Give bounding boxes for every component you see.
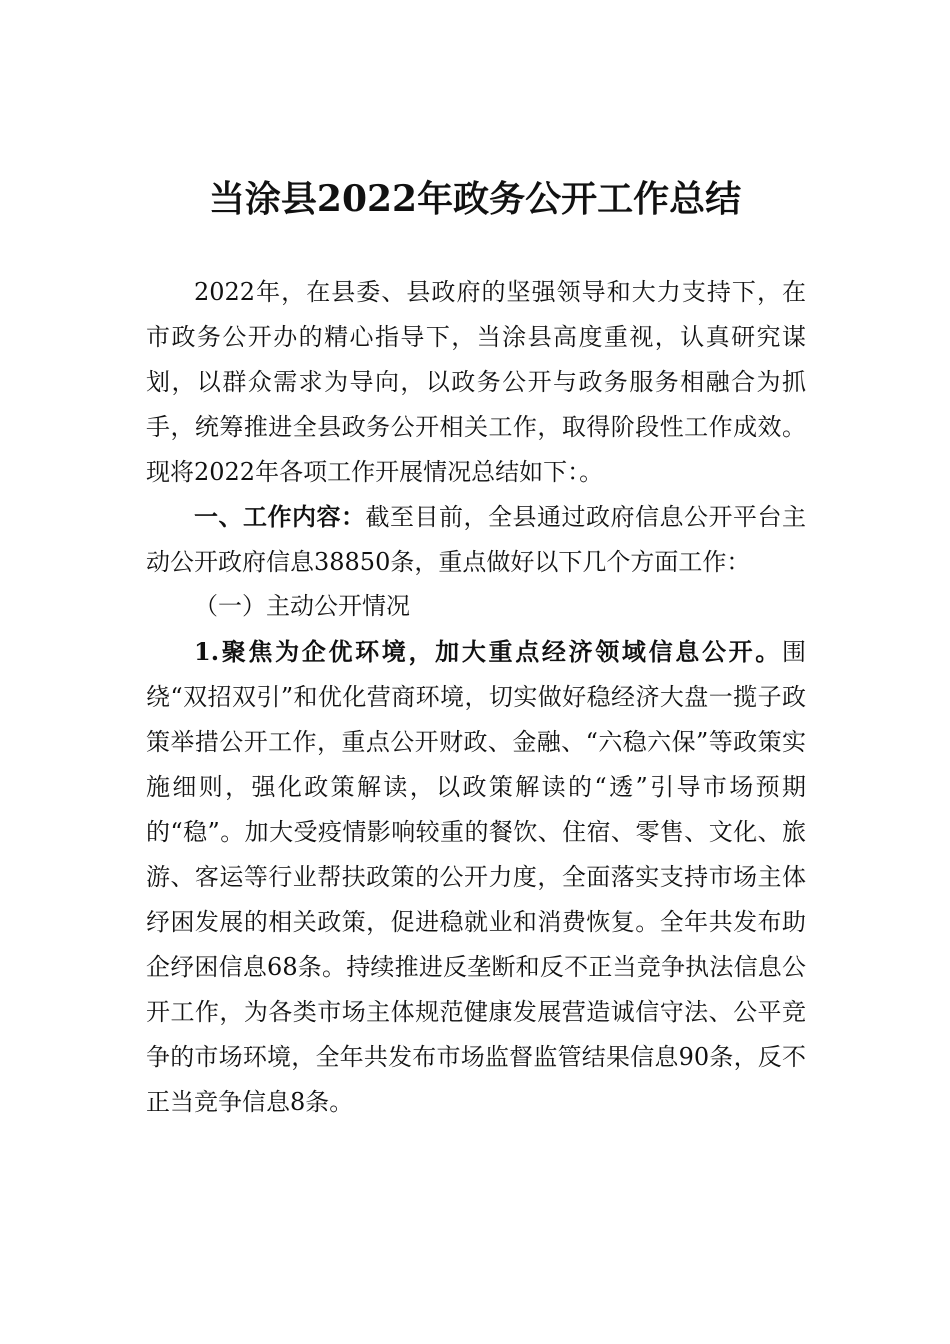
document-title: 当涂县2022年政务公开工作总结: [208, 178, 742, 220]
item-one-body: 围绕“双招双引”和优化营商环境，切实做好稳经济大盘一揽子政策举措公开工作，重点公开财政、金融、“六稳六保”等政策实施细则，强化政策解读，以政策解读的“透”引导市场预期的“稳”。加大受疫情影响较重的餐饮、住宿、零售、文化、旅游、客运等行业帮扶政策的公开力度，全面落实支持市场主体纾困发展的相关政策，促进稳就业和消费恢复。全年共发布助企纾困信息68条。持续推进反垄断和反不正当竞争执法信息公开工作，为各类市场主体规范健康发展营造诚信守法、公平竞争的市场环境，全年共发布市场监督监管结果信息90条，反不正当竞争信息8条。: [146, 638, 806, 1116]
item-one-heading: 1.聚焦为企优环境，加大重点经济领域信息公开。: [194, 637, 782, 666]
section-one-heading: 一、工作内容：: [194, 502, 366, 531]
subsection-heading: （一）主动公开情况: [194, 592, 410, 620]
section-one-body: 截至目前，全县通过政府信息公开平台主动公开政府信息38850条，重点做好以下几个方面工作：: [146, 503, 806, 576]
section-one-paragraph: [146, 494, 806, 585]
item-one-paragraph: [146, 629, 806, 1125]
intro-paragraph: 2022年，在县委、县政府的坚强领导和大力支持下，在市政务公开办的精心指导下，当涂县高度重视，认真研究谋划，以群众需求为导向，以政务公开与政务服务相融合为抓手，统筹推进全县政务公开相关工作，取得阶段性工作成效。现将2022年各项工作开展情况总结如下：。: [146, 278, 806, 486]
